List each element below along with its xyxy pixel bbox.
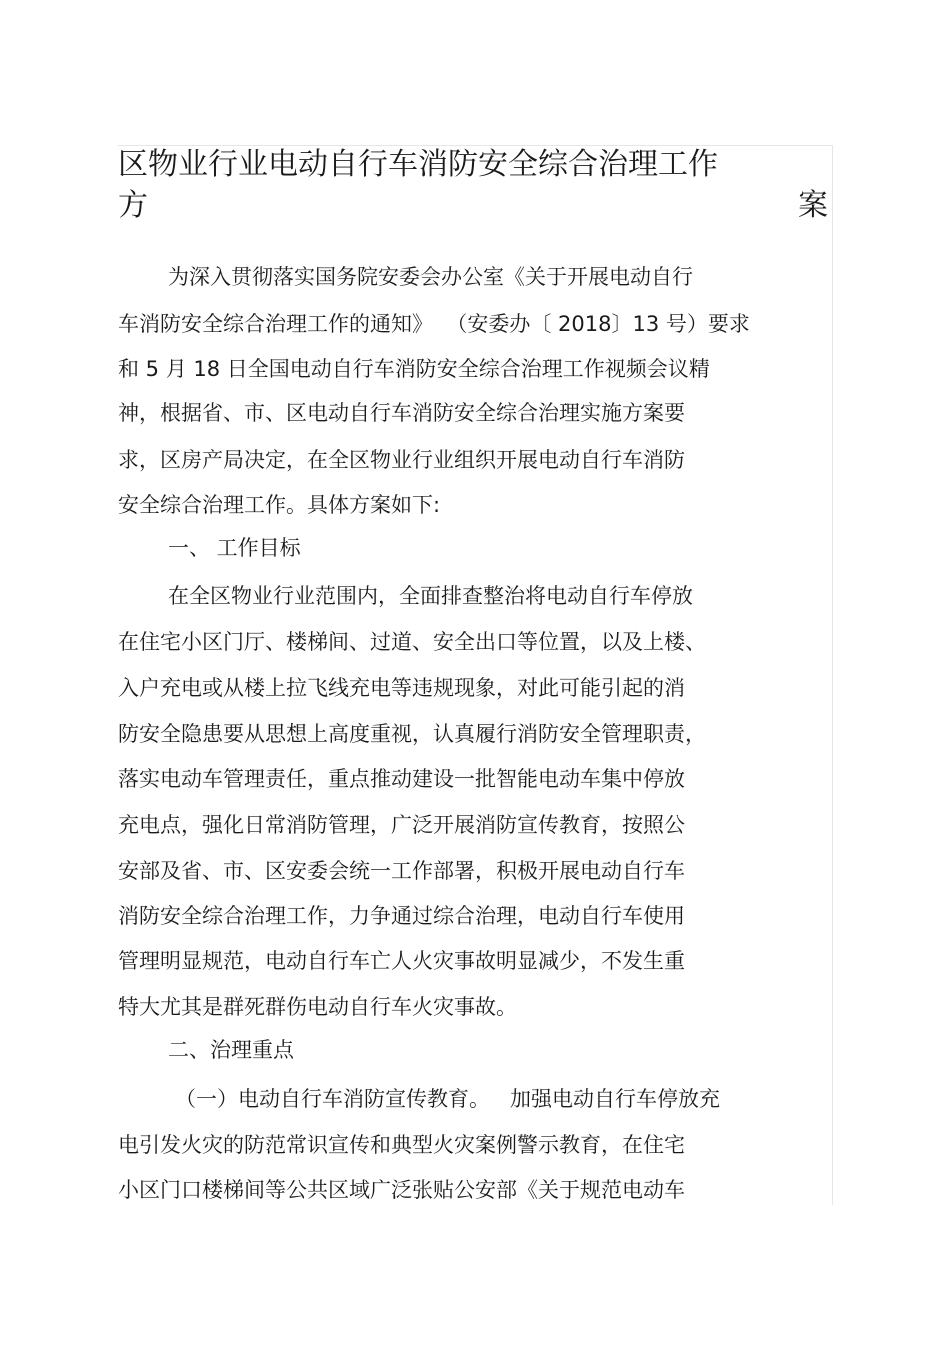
paragraph-line: 神，根据省、市、区电动自行车消防安全综合治理实施方案要 bbox=[118, 401, 685, 425]
paragraph-line: 消防安全综合治理工作，力争通过综合治理，电动自行车使用 bbox=[118, 904, 685, 928]
paragraph-line: 防安全隐患要从思想上高度重视，认真履行消防安全管理职责， bbox=[118, 722, 706, 746]
document-title-line-2: 方 bbox=[118, 188, 148, 223]
section-heading: 一、 工作目标 bbox=[168, 536, 301, 560]
paragraph-line: （一）电动自行车消防宣传教育。 加强电动自行车停放充 bbox=[175, 1087, 721, 1111]
paragraph-line: 小区门口楼梯间等公共区域广泛张贴公安部《关于规范电动车 bbox=[118, 1178, 685, 1202]
paragraph-line: 充电点，强化日常消防管理，广泛开展消防宣传教育，按照公 bbox=[118, 813, 685, 837]
paragraph-line: 在全区物业行业范围内，全面排查整治将电动自行车停放 bbox=[168, 584, 693, 608]
paragraph-line: 车消防安全综合治理工作的通知》 （安委办〔 2018〕13 号）要求 bbox=[118, 312, 750, 336]
paragraph-line: 落实电动车管理责任，重点推动建设一批智能电动车集中停放 bbox=[118, 767, 685, 791]
document-title-line-2-end: 案 bbox=[798, 188, 828, 223]
paragraph-line: 安部及省、市、区安委会统一工作部署，积极开展电动自行车 bbox=[118, 859, 685, 883]
paragraph-line: 在住宅小区门厅、楼梯间、过道、安全出口等位置，以及上楼、 bbox=[118, 630, 706, 654]
paragraph-line: 求，区房产局决定，在全区物业行业组织开展电动自行车消防 bbox=[118, 448, 685, 472]
document-title-line-1: 区物业行业电动自行车消防安全综合治理工作 bbox=[118, 147, 718, 182]
paragraph-line: 电引发火灾的防范常识宣传和典型火灾案例警示教育，在住宅 bbox=[118, 1133, 685, 1157]
paragraph-line: 入户充电或从楼上拉飞线充电等违规现象，对此可能引起的消 bbox=[118, 676, 685, 700]
section-heading: 二、治理重点 bbox=[168, 1038, 294, 1062]
paragraph-line: 和 5 月 18 日全国电动自行车消防安全综合治理工作视频会议精 bbox=[118, 357, 710, 381]
paragraph-line: 安全综合治理工作。具体方案如下: bbox=[118, 493, 441, 517]
paragraph-line: 为深入贯彻落实国务院安委会办公室《关于开展电动自行 bbox=[168, 265, 693, 289]
paragraph-line: 管理明显规范，电动自行车亡人火灾事故明显减少，不发生重 bbox=[118, 949, 685, 973]
paragraph-line: 特大尤其是群死群伤电动自行车火灾事故。 bbox=[118, 995, 517, 1019]
